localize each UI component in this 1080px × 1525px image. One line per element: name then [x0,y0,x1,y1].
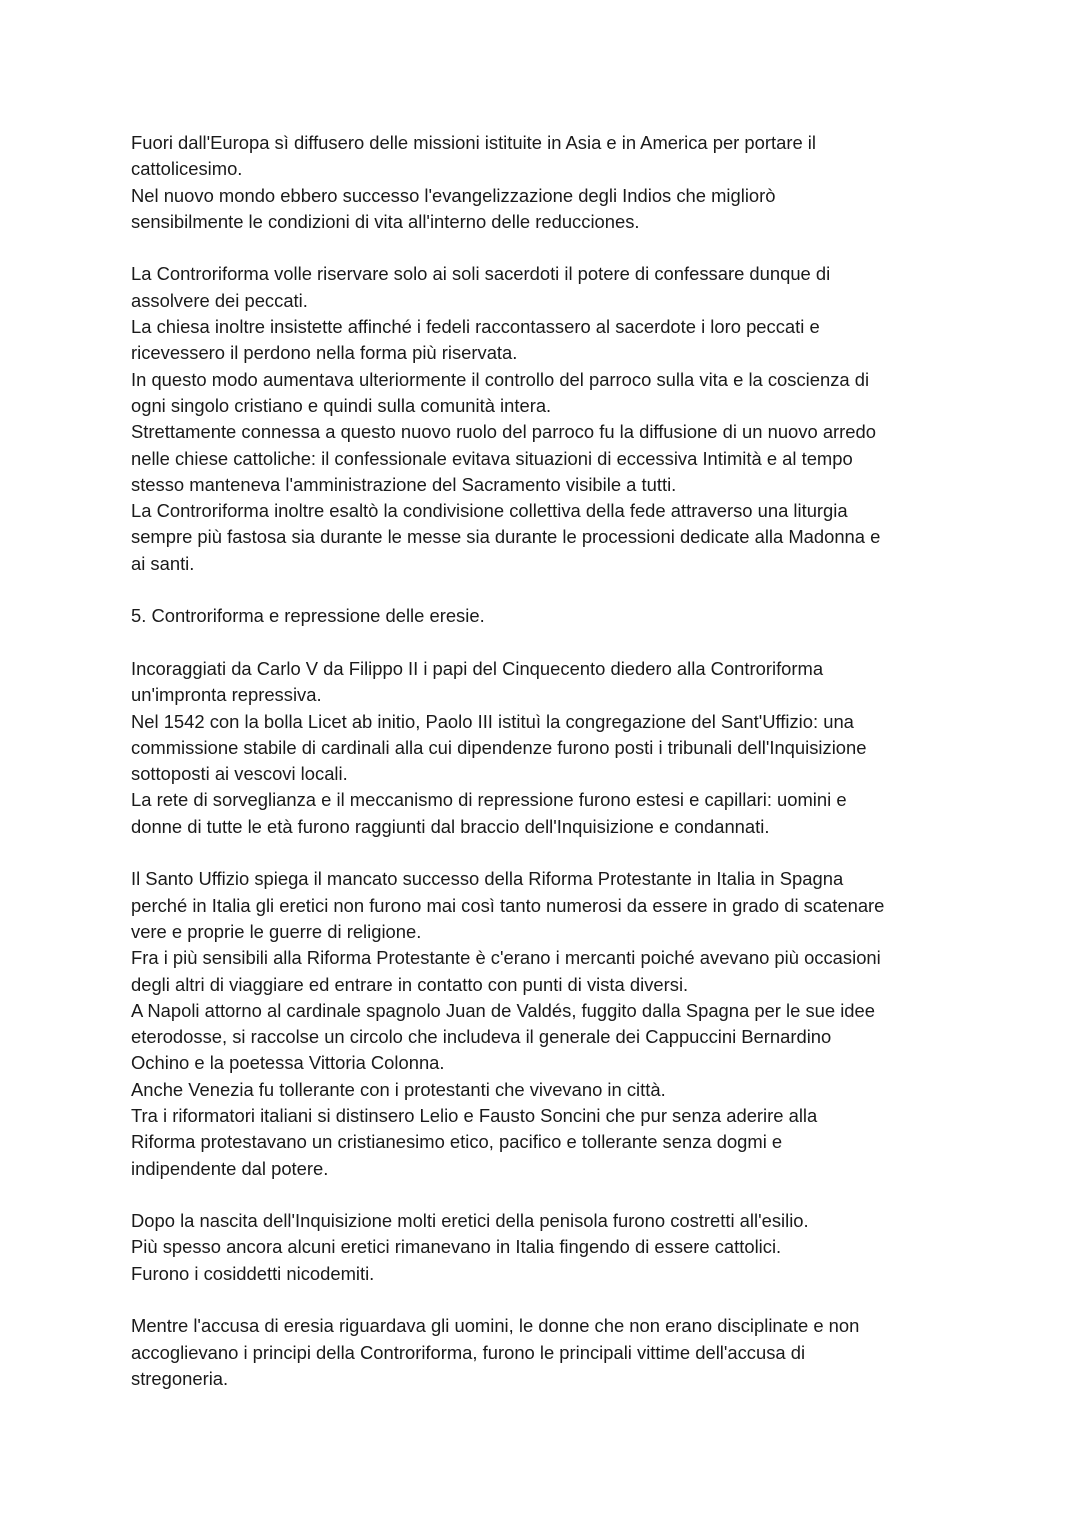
text-line: eterodosse, si raccolse un circolo che includeva il generale dei Cappuccini Bernardino [131,1026,832,1048]
blank-line [131,1287,971,1313]
text-line: stesso manteneva l'amministrazione del Sacramento visibile a tutti. [131,473,677,495]
blank-line [131,235,971,261]
text-line: Fuori dall'Europa sì diffusero delle missioni istituite in Asia e in America per portare il [131,132,816,153]
text-line: sottoposti ai vescovi locali. [131,763,348,785]
text-line: assolvere dei peccati. [131,289,308,311]
text-line: Fra i più sensibili alla Riforma Protestante è c'erano i mercanti poiché avevano più occasioni [131,947,881,969]
text-line: ogni singolo cristiano e quindi sulla comunità intera. [131,394,552,416]
text-line: nelle chiese cattoliche: il confessionale evitava situazioni di eccessiva Intimità e al tempo [131,447,853,469]
text-line: Riforma protestavano un cristianesimo etico, pacifico e tollerante senza dogmi e [131,1131,783,1153]
blank-line [131,840,971,866]
text-line: Nel 1542 con la bolla Licet ab initio, Paolo III istituì la congregazione del Sant'Uffizio: una [131,710,854,732]
text-line: In questo modo aumentava ulteriormente il controllo del parroco sulla vita e la coscienza di [131,368,870,390]
text-line: La chiesa inoltre insistette affinché i fedeli raccontassero al sacerdote i loro peccati e [131,316,820,338]
document-page [131,130,971,1392]
text-line: Nel nuovo mondo ebbero successo l'evangelizzazione degli Indios che migliorò [131,184,776,206]
text-line: Tra i riformatori italiani si distinsero Lelio e Fausto Soncini che pur senza aderire alla [131,1104,818,1126]
blank-line [131,1182,971,1208]
text-line: indipendente dal potere. [131,1157,329,1179]
text-line: La Controriforma inoltre esaltò la condivisione collettiva della fede attraverso una liturgia [131,500,848,522]
blank-line [131,630,971,656]
section-heading: 5. Controriforma e repressione delle eresie. [131,605,485,627]
text-line: ai santi. [131,552,195,574]
text-line: degli altri di viaggiare ed entrare in contatto con punti di vista diversi. [131,973,689,995]
text-line: un'impronta repressiva. [131,684,322,706]
text-line: Strettamente connessa a questo nuovo ruolo del parroco fu la diffusione di un nuovo arredo [131,421,876,443]
text-line: Mentre l'accusa di eresia riguardava gli uomini, le donne che non erano disciplinate e non [131,1315,860,1337]
text-line: sensibilmente le condizioni di vita all'interno delle reducciones. [131,210,640,232]
text-line: vere e proprie le guerre di religione. [131,920,422,942]
text-line: perché in Italia gli eretici non furono mai così tanto numerosi da essere in grado di scatenare [131,894,885,916]
text-line: stregoneria. [131,1367,229,1389]
text-line: donne di tutte le età furono raggiunti dal braccio dell'Inquisizione e condannati. [131,815,770,837]
text-line: Incoraggiati da Carlo V da Filippo II i papi del Cinquecento diedero alla Controriforma [131,657,824,679]
text-line: commissione stabile di cardinali alla cui dipendenze furono posti i tribunali dell'Inquisizione [131,736,867,758]
blank-line [131,577,971,603]
text-line: ricevessero il perdono nella forma più riservata. [131,342,518,364]
text-line: cattolicesimo. [131,158,243,180]
text-line: Furono i cosiddetti nicodemiti. [131,1262,375,1284]
text-line: La rete di sorveglianza e il meccanismo di repressione furono estesi e capillari: uomini e [131,789,847,811]
text-line: Più spesso ancora alcuni eretici rimanevano in Italia fingendo di essere cattolici. [131,1236,782,1258]
text-line: sempre più fastosa sia durante le messe sia durante le processioni dedicate alla Madonna e [131,526,881,548]
text-line: La Controriforma volle riservare solo ai soli sacerdoti il potere di confessare dunque di [131,263,831,285]
text-line: A Napoli attorno al cardinale spagnolo Juan de Valdés, fuggito dalla Spagna per le sue idee [131,999,875,1021]
text-line: Il Santo Uffizio spiega il mancato successo della Riforma Protestante in Italia in Spagna [131,868,844,890]
text-line: Anche Venezia fu tollerante con i protestanti che vivevano in città. [131,1078,666,1100]
text-line: accoglievano i principi della Controriforma, furono le principali vittime dell'accusa di [131,1341,806,1363]
text-line: Ochino e la poetessa Vittoria Colonna. [131,1052,445,1074]
text-line: Dopo la nascita dell'Inquisizione molti eretici della penisola furono costretti all'esilio. [131,1210,809,1232]
